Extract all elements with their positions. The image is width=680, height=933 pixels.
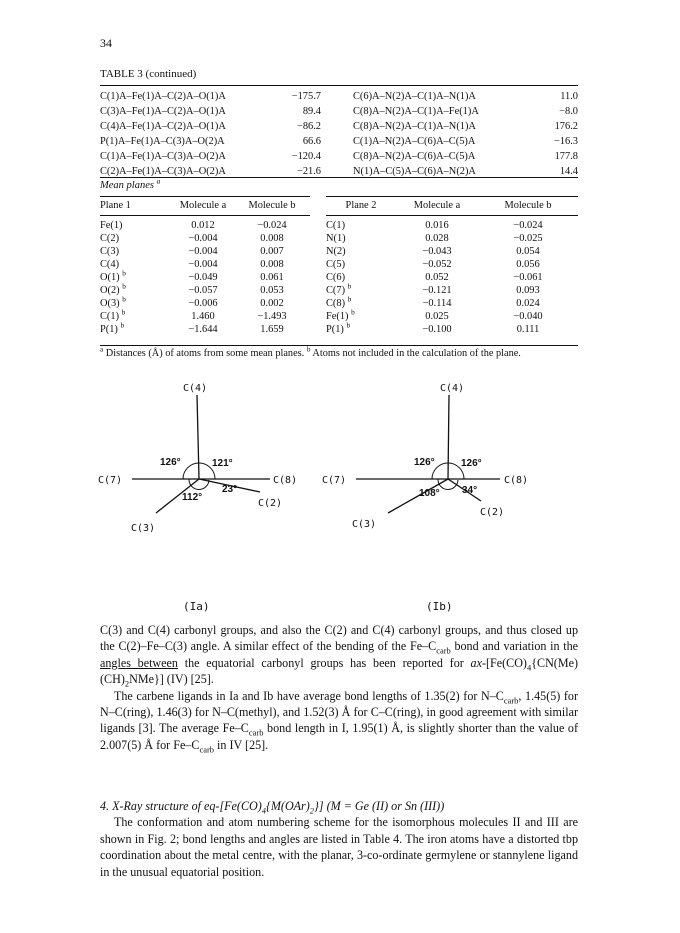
torsion-value: −16.3: [553, 136, 578, 147]
atom-cell: C(5): [326, 259, 346, 270]
atom-cell: P(1) $^b$: [326, 321, 351, 335]
torsion-label: N(1)A–C(5)A–C(6)A–N(2)A: [353, 166, 476, 177]
page-number: 34: [100, 36, 112, 50]
atom-cell: C(8) $^b$: [326, 295, 352, 309]
table-row: [100, 232, 310, 245]
torsion-label: C(6)A–N(2)A–C(1)A–N(1)A: [353, 91, 476, 102]
value-cell: 0.008: [260, 233, 284, 244]
body-text: [100, 622, 578, 753]
atom-cell: N(2): [326, 246, 346, 257]
value-cell: 0.052: [425, 272, 449, 283]
figure-caption-Ib: (Ib): [426, 600, 453, 613]
table-row: [326, 258, 578, 271]
torsion-value: −86.2: [296, 121, 321, 132]
table-bottom-rule: [100, 345, 578, 346]
value-cell: −1.644: [188, 324, 218, 335]
atom-cell: C(1) $^b$: [100, 308, 126, 322]
table-row: [326, 284, 578, 297]
atom-label: C(4): [183, 383, 208, 394]
value-cell: 0.054: [516, 246, 540, 257]
torsion-value: −21.6: [296, 166, 321, 177]
figure-Ib: [322, 383, 528, 530]
torsion-value: 66.6: [302, 136, 321, 147]
value-cell: 0.025: [425, 311, 449, 322]
value-cell: −1.493: [257, 311, 287, 322]
atom-cell: C(7) $^b$: [326, 282, 352, 296]
figure-Ia: [98, 383, 297, 534]
table-row: [100, 310, 310, 323]
torsion-label: C(1)A–Fe(1)A–C(2)A–O(1)A: [100, 91, 226, 102]
value-cell: −0.043: [422, 246, 452, 257]
atom-label: C(8): [273, 475, 298, 486]
value-cell: −0.061: [513, 272, 543, 283]
value-cell: −0.006: [188, 298, 218, 309]
value-cell: −0.052: [422, 259, 452, 270]
angle-label: 108°: [419, 488, 440, 499]
table-row: [100, 219, 310, 232]
atom-cell: C(4): [100, 259, 120, 270]
torsion-value: −8.0: [559, 106, 578, 117]
value-cell: 0.056: [516, 259, 540, 270]
angle-label: 121°: [212, 458, 233, 469]
torsion-value: 14.4: [559, 166, 578, 177]
table-row: [326, 297, 578, 310]
value-cell: −0.004: [188, 233, 218, 244]
angle-label: 126°: [414, 457, 435, 468]
section-4: [100, 798, 578, 880]
torsion-label: C(1)A–Fe(1)A–C(3)A–O(2)A: [100, 151, 226, 162]
column-header: Plane 1: [100, 200, 131, 211]
table-row: [100, 258, 310, 271]
atom-cell: N(1): [326, 233, 346, 244]
torsion-angle-table: [100, 89, 578, 179]
table-row: [326, 323, 578, 336]
value-cell: 0.028: [425, 233, 449, 244]
table-row: [326, 271, 578, 284]
table-row: [326, 219, 578, 232]
value-cell: −0.121: [422, 285, 452, 296]
angle-label: 126°: [160, 457, 181, 468]
atom-cell: O(2) $^b$: [100, 282, 126, 296]
torsion-bottom-rule: [100, 177, 578, 178]
table-row: [100, 89, 578, 104]
table-row: [100, 271, 310, 284]
column-header: Molecule a: [179, 200, 227, 211]
torsion-value: −175.7: [291, 91, 321, 102]
table-top-rule: [100, 85, 578, 86]
mean-planes-heading: Mean planes $^a$: [100, 176, 161, 191]
angle-label: 126°: [461, 458, 482, 469]
atom-cell: O(3) $^b$: [100, 295, 126, 309]
paragraph: The conformation and atom numbering scheme for the isomorphous molecules II and III are shown in Fig. 2; bond lengths and angles are listed in Table 4. The iron atoms have a distorted tbp coordination about the metal centre, with the planar, 3-co-ordinate germylene or stannylene ligand in the unusual equatorial position.: [100, 815, 578, 879]
paragraph: The carbene ligands in Ia and Ib have average bond lengths of 1.35(2) for $N-C_{carb}$, 1.45(5) for N–C(ring), 1.46(3) for N–C(methyl), and 1.52(3) Å for C–C(ring), in good agreement with similar ligands [3]. The average $Fe-C_{carb}$ bond length in I, 1.95(1) Å, is slightly shorter than the value of 2.007(5) Å for $Fe-C_{carb}$ in IV [25].: [100, 688, 579, 755]
plane1-table: [100, 196, 310, 336]
column-header: Molecule a: [413, 200, 461, 211]
table-row: [326, 232, 578, 245]
value-cell: 0.016: [425, 220, 449, 231]
section-heading: 4. X-Ray structure of $eq-[Fe(CO)_4\{M(OAr)_2\}] (M = Ge$ (II) or Sn (III)): [100, 799, 445, 816]
value-cell: −0.004: [188, 259, 218, 270]
atom-cell: C(3): [100, 246, 120, 257]
atom-label: C(2): [480, 507, 505, 518]
torsion-value: 177.8: [554, 151, 578, 162]
value-cell: 0.093: [516, 285, 540, 296]
value-cell: −0.024: [257, 220, 287, 231]
value-cell: −0.100: [422, 324, 452, 335]
value-cell: −0.057: [188, 285, 218, 296]
value-cell: −0.025: [513, 233, 543, 244]
value-cell: 0.012: [191, 220, 215, 231]
table-row: [100, 119, 578, 134]
value-cell: 0.024: [516, 298, 540, 309]
value-cell: 1.460: [191, 311, 215, 322]
torsion-label: C(8)A–N(2)A–C(1)A–N(1)A: [353, 121, 476, 132]
plane2-body: [326, 216, 578, 336]
torsion-label: C(2)A–Fe(1)A–C(3)A–O(2)A: [100, 166, 226, 177]
table-row: [100, 297, 310, 310]
table-row: [326, 310, 578, 323]
atom-cell: O(1) $^b$: [100, 269, 126, 283]
value-cell: 0.053: [260, 285, 284, 296]
atom-cell: Fe(1) $^b$: [326, 308, 355, 322]
value-cell: −0.049: [188, 272, 218, 283]
table-title: TABLE 3 (continued): [100, 68, 197, 80]
plane2-table: [326, 196, 578, 336]
table-header-row: [100, 196, 310, 216]
angle-label: 112°: [182, 492, 203, 503]
value-cell: 0.002: [260, 298, 284, 309]
table-row: [326, 245, 578, 258]
bond-line: [448, 395, 449, 479]
atom-label: C(8): [504, 475, 529, 486]
value-cell: −0.114: [422, 298, 452, 309]
angle-label: 34°: [462, 485, 478, 496]
column-header: Molecule b: [248, 200, 296, 211]
newman-projection-figure: [0, 375, 680, 585]
torsion-label: C(8)A–N(2)A–C(6)A–C(5)A: [353, 151, 476, 162]
atom-label: C(2): [258, 498, 283, 509]
value-cell: 1.659: [260, 324, 284, 335]
table-row: [100, 134, 578, 149]
figure-caption-Ia: (Ia): [183, 600, 210, 613]
table-header-row: [326, 196, 578, 216]
torsion-label: C(4)A–Fe(1)A–C(2)A–O(1)A: [100, 121, 226, 132]
atom-cell: C(1): [326, 220, 346, 231]
atom-cell: Fe(1): [100, 220, 123, 231]
torsion-label: C(3)A–Fe(1)A–C(2)A–O(1)A: [100, 106, 226, 117]
value-cell: −0.040: [513, 311, 543, 322]
atom-cell: P(1) $^b$: [100, 321, 125, 335]
torsion-value: 89.4: [302, 106, 321, 117]
angle-label: 23°: [222, 484, 238, 495]
plane1-body: [100, 216, 310, 336]
value-cell: 0.111: [516, 324, 540, 335]
table-row: [100, 323, 310, 336]
table-footnote: $^a$ Distances (Å) of atoms from some mean planes. $^b$ Atoms not included in the calculation of the plane.: [100, 345, 521, 359]
torsion-value: 176.2: [554, 121, 578, 132]
table-row: [100, 104, 578, 119]
torsion-value: 11.0: [560, 91, 578, 102]
table-row: [100, 149, 578, 164]
paragraph: C(3) and C(4) carbonyl groups, and also the C(2) and C(4) carbonyl groups, and thus closed up the C(2)–Fe–C(3) angle. A similar effect of the bending of the $Fe-C_{carb}$ bond and variation in the angles between the equatorial carbonyl groups has been reported for $ax-[Fe(CO)_4\{CN(Me)(CH)_2NMe\}]$ (IV) [25].: [100, 623, 578, 689]
atom-cell: C(6): [326, 272, 346, 283]
value-cell: 0.061: [260, 272, 284, 283]
table-row: [100, 245, 310, 258]
torsion-label: P(1)A–Fe(1)A–C(3)A–O(2)A: [100, 136, 225, 147]
torsion-value: −120.4: [291, 151, 321, 162]
atom-cell: C(2): [100, 233, 120, 244]
column-header: Plane 2: [345, 200, 377, 211]
column-header: Molecule b: [504, 200, 552, 211]
torsion-label: C(1)A–N(2)A–C(6)A–C(5)A: [353, 136, 476, 147]
torsion-label: C(8)A–N(2)A–C(1)A–Fe(1)A: [353, 106, 479, 117]
atom-label: C(3): [352, 519, 377, 530]
atom-label: C(3): [131, 523, 156, 534]
atom-label: C(7): [322, 475, 347, 486]
atom-label: C(7): [98, 475, 123, 486]
atom-label: C(4): [440, 383, 465, 394]
value-cell: 0.008: [260, 259, 284, 270]
value-cell: 0.007: [260, 246, 284, 257]
bond-line: [197, 395, 199, 479]
value-cell: −0.004: [188, 246, 218, 257]
value-cell: −0.024: [513, 220, 543, 231]
table-row: [100, 284, 310, 297]
